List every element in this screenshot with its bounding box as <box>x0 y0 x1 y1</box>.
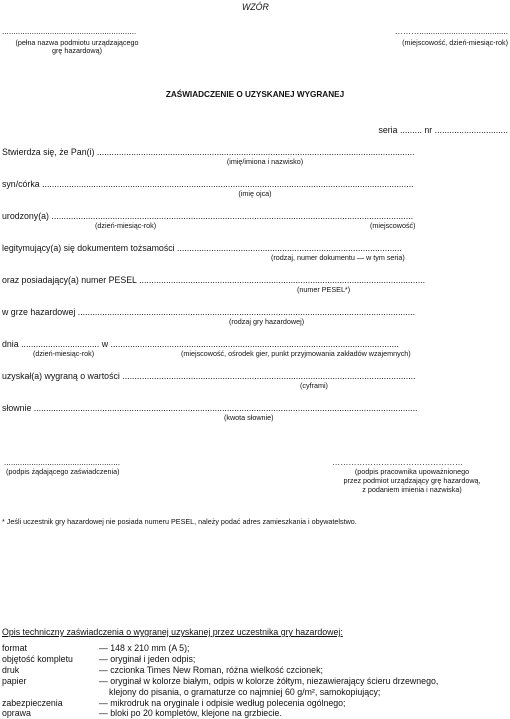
spec-key-volume: objętość kompletu <box>2 654 73 664</box>
seria-nr-line: seria ......... nr .............................. <box>378 125 508 135</box>
signature-employee-caption-1: (podpis pracownika upoważnionego <box>354 467 470 476</box>
signature-employee-caption-3: z podaniem imienia i nazwiska) <box>362 485 462 494</box>
spec-key-security: zabezpieczenia <box>2 698 63 708</box>
issuer-caption-2: grę hazardową) <box>52 46 102 55</box>
field-father-name: syn/córka ........................................................................................................................................................ <box>2 179 414 189</box>
signature-requester-caption: (podpis żądającego zaświadczenia) <box>6 467 120 476</box>
caption-full-name: (imię/imiona i nazwisko) <box>226 157 304 166</box>
caption-id-document: (rodzaj, numer dokumentu — w tym seria) <box>271 253 405 262</box>
signature-requester-dots: ................................................... <box>4 458 121 467</box>
field-amount-digits: uzyskał(a) wygraną o wartości ........................................................................................................................ <box>2 371 416 381</box>
pesel-footnote: * Jeśli uczestnik gry hazardowej nie posiada numeru PESEL, należy podać adres zamieszkania i obywatelstwo. <box>2 517 357 526</box>
spec-value-security: — mikrodruk na oryginale i odpisie według polecenia ogólnego; <box>99 698 346 708</box>
caption-win-place: (miejscowość, ośrodek gier, punkt przyjmowania zakładów wzajemnych) <box>181 349 411 358</box>
field-date-place: dnia ................................ w ...................................................................................................................... <box>2 339 399 349</box>
caption-born-date: (dzień-miesiąc-rok) <box>95 221 157 230</box>
field-born: urodzony(a) .................................................................................................................................................... <box>2 211 414 221</box>
spec-value-binding: — bloki po 20 kompletów, klejone na grzbiecie. <box>99 708 282 718</box>
spec-value-paper: — oryginał w kolorze białym, odpis w kolorze żółtym, niezawierający ścieru drzewnego, <box>99 676 439 686</box>
caption-amount-words: (kwota słownie) <box>224 413 274 422</box>
field-pesel: oraz posiadający(a) numer PESEL ..................................................................................................................... <box>2 275 426 285</box>
spec-key-print: druk <box>2 665 20 675</box>
caption-born-place: (miejscowość) <box>370 221 416 230</box>
caption-pesel: (numer PESEL*) <box>297 285 351 294</box>
caption-father-name: (imię ojca) <box>238 189 272 198</box>
field-amount-words: słownie ............................................................................................................................................................. <box>2 403 418 413</box>
caption-win-date: (dzień-miesiąc-rok) <box>33 349 95 358</box>
certificate-title: ZAŚWIADCZENIE O UZYSKANEJ WYGRANEJ <box>165 90 345 99</box>
spec-value-format: — 148 x 210 mm (A 5); <box>99 643 190 653</box>
caption-amount-digits: (cyframi) <box>300 381 328 390</box>
spec-key-paper: papier <box>2 676 27 686</box>
field-id-document: legitymujący(a) się dokumentem tożsamości ............................................................................................ <box>2 243 402 253</box>
place-date-dots: ………....................................... <box>394 27 508 36</box>
place-date-caption: (miejscowość, dzień-miesiąc-rok) <box>402 38 508 47</box>
spec-heading: Opis techniczny zaświadczenia o wygranej uzyskanej przez uczestnika gry hazardowej: <box>2 627 343 637</box>
issuer-name-dots: ........................................................... <box>2 27 137 36</box>
spec-key-binding: oprawa <box>2 708 31 718</box>
spec-value-volume: — oryginał i jeden odpis; <box>99 654 196 664</box>
wzor-label: WZÓR <box>242 2 269 12</box>
signature-employee-dots: ………………………………………… <box>332 458 463 467</box>
spec-value-print: — czcionka Times New Roman, różna wielkość czcionek; <box>99 665 323 675</box>
spec-value-paper-cont: klejony do pisania, o gramaturze co najmniej 60 g/m², samokopiujący; <box>109 687 381 697</box>
field-full-name: Stwierdza się, że Pan(i) .................................................................................................................................. <box>2 147 415 157</box>
caption-game-type: (rodzaj gry hazardowej) <box>229 317 305 326</box>
signature-employee-caption-2: przez podmiot urządzający grę hazardową, <box>343 476 481 485</box>
spec-key-format: format <box>2 643 27 653</box>
field-game-type: w grze hazardowej .......................................................................................................................................... <box>2 307 416 317</box>
issuer-caption-1: (pełna nazwa podmiotu urządzającego <box>15 38 139 47</box>
